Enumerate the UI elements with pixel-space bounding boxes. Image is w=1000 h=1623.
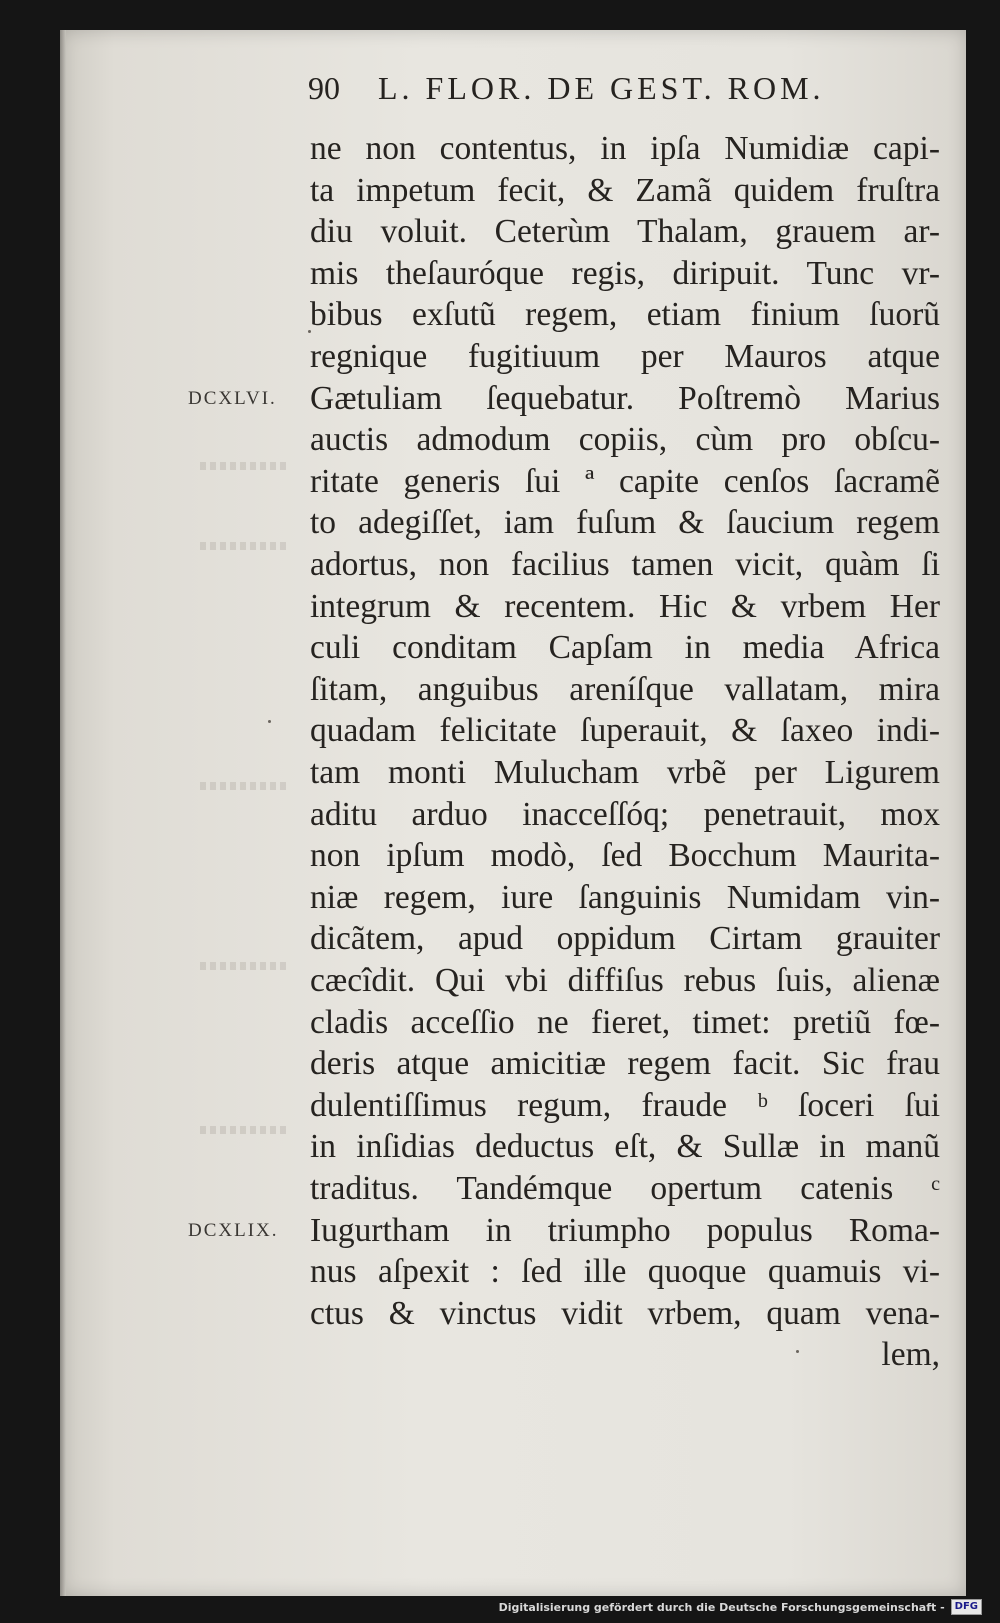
text-line: regnique fugitiuum per Mauros atque	[310, 338, 940, 375]
text-line: bibus exſutũ regem, etiam finium ſuorũ	[310, 296, 940, 334]
page-edge	[60, 30, 66, 1596]
text-line: dicãtem, apud oppidum Cirtam grauiter	[310, 920, 940, 958]
text-line: cæcîdit. Qui vbi diffiſus rebus ſuis, alienæ	[310, 962, 940, 999]
text-line: niæ regem, iure ſanguinis Numidam vin-	[310, 878, 940, 916]
text-line: nus aſpexit : ſed ille quoque quamuis vi-	[310, 1253, 940, 1291]
text-line: non ipſum modò, ſed Bocchum Maurita-	[310, 837, 940, 875]
dfg-logo: DFG	[951, 1599, 982, 1615]
margin-note: DCXLIX.	[188, 1219, 279, 1241]
text-line: ſitam, anguibus areníſque vallatam, mira	[310, 670, 940, 708]
text-line: to adegiſſet, iam fuſum & ſaucium regem	[310, 504, 940, 542]
text-line: tam monti Mulucham vrbẽ per Ligurem	[310, 754, 940, 791]
text-line: culi conditam Capſam in media Africa	[310, 629, 940, 667]
text-line: ne non contentus, in ipſa Numidiæ capi-	[310, 130, 940, 167]
text-line: Gætuliam ſequebatur. Poſtremò Marius	[310, 379, 940, 417]
text-line: ta impetum fecit, & Zamã quidem fruſtra	[310, 171, 940, 209]
text-line: adortus, non facilius tamen vicit, quàm ſi	[310, 546, 940, 583]
bleed-through-mark	[200, 782, 290, 790]
text-line: auctis admodum copiis, cùm pro obſcu-	[310, 421, 940, 459]
ink-speck	[268, 720, 271, 723]
text-line: cladis acceſſio ne fieret, timet: pretiũ fœ-	[310, 1003, 940, 1041]
bleed-through-mark	[200, 962, 290, 970]
text-line: ritate generis ſui ª capite cenſos ſacramẽ	[310, 462, 940, 500]
text-line: lem,	[881, 1336, 940, 1374]
bleed-through-mark	[200, 1126, 290, 1134]
margin-note: DCXLVI.	[188, 387, 277, 409]
text-line: dulentiſſimus regum, fraude ᵇ ſoceri ſui	[310, 1086, 940, 1124]
running-title: L. FLOR. DE GEST. ROM.	[378, 70, 825, 106]
bleed-through-mark	[200, 542, 290, 550]
text-line: integrum & recentem. Hic & vrbem Her	[310, 587, 940, 625]
funding-credit: Digitalisierung gefördert durch die Deutsche Forschungsgemeinschaft -	[498, 1600, 945, 1614]
text-line: mis theſauróque regis, diripuit. Tunc vr-	[310, 254, 940, 292]
bleed-through-mark	[200, 462, 290, 470]
text-line: Iugurtham in triumpho populus Roma-	[310, 1211, 940, 1249]
page-number: 90	[308, 70, 340, 106]
text-line: diu voluit. Ceterùm Thalam, grauem ar-	[310, 213, 940, 251]
running-head	[308, 70, 928, 116]
book-page	[60, 30, 966, 1596]
text-line: traditus. Tandémque opertum catenis ᶜ	[310, 1170, 940, 1207]
text-line: aditu arduo inacceſſóq; penetrauit, mox	[310, 795, 940, 833]
text-line: deris atque amicitiæ regem facit. Sic frau	[310, 1045, 940, 1083]
text-line: ctus & vinctus vidit vrbem, quam vena-	[310, 1294, 940, 1332]
text-line: quadam felicitate ſuperauit, & ſaxeo indi-	[310, 712, 940, 750]
text-line: in inſidias deductus eſt, & Sullæ in manũ	[310, 1128, 940, 1166]
digitization-footer	[499, 1597, 982, 1617]
